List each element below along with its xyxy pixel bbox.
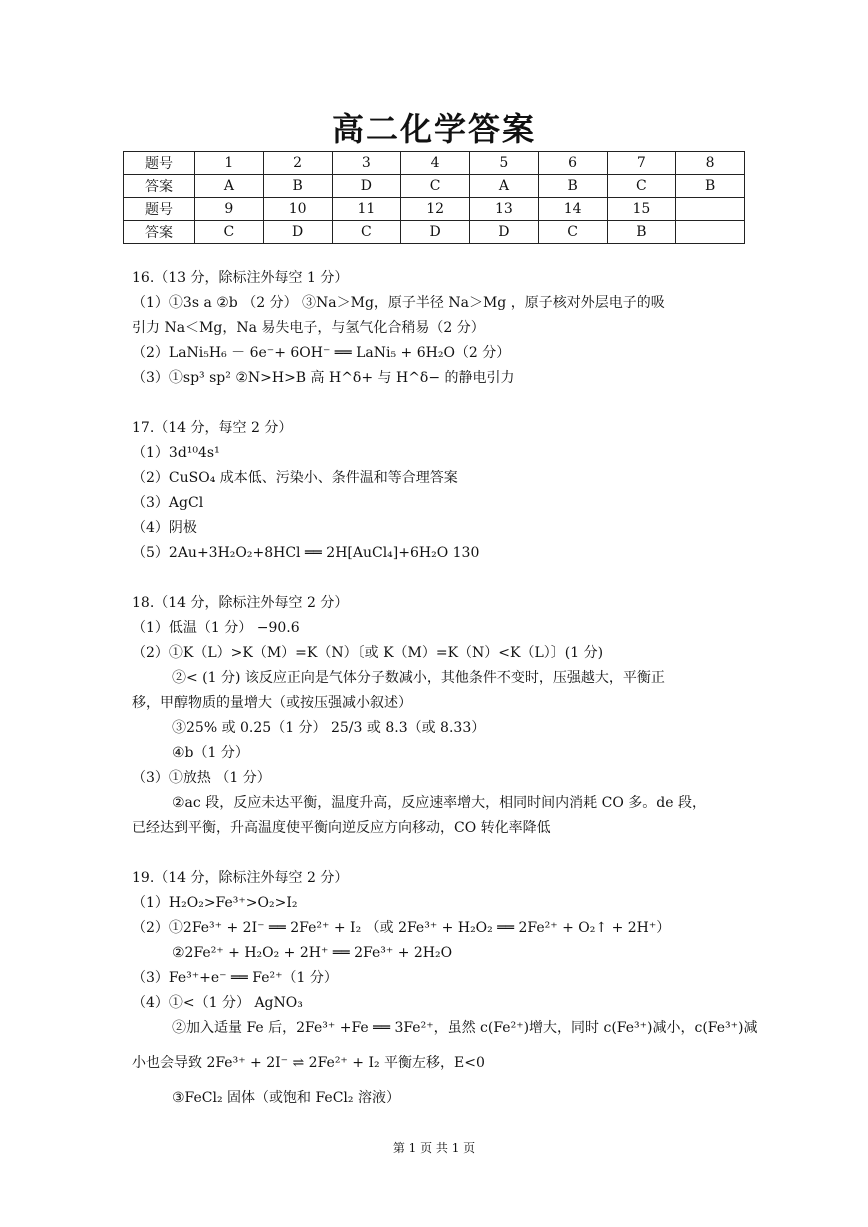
table-row: [124, 152, 745, 175]
table-cell: C: [332, 221, 401, 244]
q18-line: ④b（1 分）: [172, 745, 249, 761]
table-cell: 9: [195, 198, 264, 221]
table-cell: D: [401, 221, 470, 244]
page-footer: 第 1 页 共 1 页: [392, 1141, 476, 1155]
q16-line: （1）①3s a ②b （2 分） ③Na＞Mg，原子半径 Na＞Mg ，原子核对外层电子的吸: [132, 295, 665, 311]
table-cell: D: [263, 221, 332, 244]
table-cell: A: [195, 175, 264, 198]
q19-line: （1）H₂O₂>Fe³⁺>O₂>I₂: [132, 895, 298, 911]
table-row: [124, 198, 745, 221]
q18-line: （3）①放热 （1 分）: [132, 770, 271, 786]
q16-line: （2）LaNi₅H₆ － 6e⁻+ 6OH⁻ ══ LaNi₅ + 6H₂O（2 分）: [132, 345, 511, 361]
table-cell: B: [676, 175, 745, 198]
table-cell: 15: [607, 198, 676, 221]
q19-line: ③FeCl₂ 固体（或饱和 FeCl₂ 溶液）: [172, 1090, 400, 1106]
q17-line: （1）3d¹⁰4s¹: [132, 445, 220, 461]
table-cell: 10: [263, 198, 332, 221]
q18-header: 18.（14 分，除标注外每空 2 分）: [132, 595, 349, 611]
table-cell: C: [195, 221, 264, 244]
table-cell: C: [538, 221, 607, 244]
table-cell: C: [401, 175, 470, 198]
q18-line: 已经达到平衡，升高温度使平衡向逆反应方向移动，CO 转化率降低: [132, 820, 551, 836]
q19-line: 小也会导致 2Fe³⁺ + 2I⁻ ⇌ 2Fe²⁺ + I₂ 平衡左移，E<0: [132, 1055, 485, 1071]
table-cell: 4: [401, 152, 470, 175]
q18-line: ②ac 段，反应未达平衡，温度升高，反应速率增大，相同时间内消耗 CO 多。de 段，: [172, 795, 706, 811]
q16-line: （3）①sp³ sp² ②N>H>B 高 H^δ+ 与 H^δ− 的静电引力: [132, 370, 515, 386]
table-cell: [676, 221, 745, 244]
table-cell: B: [538, 175, 607, 198]
answer-table: [123, 151, 745, 244]
q19-line: ②2Fe²⁺ + H₂O₂ + 2H⁺ ══ 2Fe³⁺ + 2H₂O: [172, 945, 453, 961]
table-cell: 12: [401, 198, 470, 221]
table-cell: 1: [195, 152, 264, 175]
q16-header: 16.（13 分，除标注外每空 1 分）: [132, 270, 349, 286]
table-cell: A: [470, 175, 539, 198]
table-cell: 题号: [124, 152, 195, 175]
q19-header: 19.（14 分，除标注外每空 2 分）: [132, 870, 349, 886]
q18-line: ③25% 或 0.25（1 分） 25/3 或 8.3（或 8.33）: [172, 720, 486, 736]
q16-line: 引力 Na＜Mg，Na 易失电子，与氢气化合稍易（2 分）: [132, 320, 485, 336]
q18-line: （2）①K（L）>K（M）=K（N）〔或 K（M）=K（N）<K（L）〕(1 分): [132, 645, 604, 661]
table-cell: D: [332, 175, 401, 198]
q18-line: ②< (1 分) 该反应正向是气体分子数减小，其他条件不变时，压强越大，平衡正: [172, 670, 665, 686]
q17-line: （5）2Au+3H₂O₂+8HCl ══ 2H[AuCl₄]+6H₂O 130: [132, 545, 480, 561]
table-cell: 2: [263, 152, 332, 175]
q18-line: （1）低温（1 分） −90.6: [132, 620, 300, 636]
table-cell: 14: [538, 198, 607, 221]
table-cell: B: [263, 175, 332, 198]
table-cell: 3: [332, 152, 401, 175]
q18-line: 移，甲醇物质的量增大（或按压强减小叙述）: [132, 695, 412, 711]
answer-content: [132, 266, 758, 1111]
q17-header: 17.（14 分，每空 2 分）: [132, 420, 293, 436]
table-row: [124, 175, 745, 198]
table-row: [124, 221, 745, 244]
table-cell: B: [607, 221, 676, 244]
table-cell: 11: [332, 198, 401, 221]
q17-line: （3）AgCl: [132, 495, 204, 511]
table-cell: D: [470, 221, 539, 244]
table-cell: 6: [538, 152, 607, 175]
page-title: 高二化学答案: [331, 110, 536, 148]
q19-line: （2）①2Fe³⁺ + 2I⁻ ══ 2Fe²⁺ + I₂ （或 2Fe³⁺ + H₂O₂ ══ 2Fe²⁺ + O₂↑ + 2H⁺）: [132, 920, 671, 936]
table-cell: 5: [470, 152, 539, 175]
table-cell: 答案: [124, 175, 195, 198]
table-cell: 答案: [124, 221, 195, 244]
q19-line: （4）①<（1 分） AgNO₃: [132, 995, 303, 1011]
q17-line: （4）阴极: [132, 520, 197, 536]
q19-line: ②加入适量 Fe 后，2Fe³⁺ +Fe ══ 3Fe²⁺，虽然 c(Fe²⁺)增大，同时 c(Fe³⁺)减小，c(Fe³⁺)减: [172, 1020, 758, 1036]
table-cell: 8: [676, 152, 745, 175]
q17-line: （2）CuSO₄ 成本低、污染小、条件温和等合理答案: [132, 470, 458, 486]
q19-line: （3）Fe³⁺+e⁻ ══ Fe²⁺（1 分）: [132, 970, 338, 986]
table-cell: C: [607, 175, 676, 198]
table-cell: 题号: [124, 198, 195, 221]
table-cell: 13: [470, 198, 539, 221]
table-cell: [676, 198, 745, 221]
table-cell: 7: [607, 152, 676, 175]
